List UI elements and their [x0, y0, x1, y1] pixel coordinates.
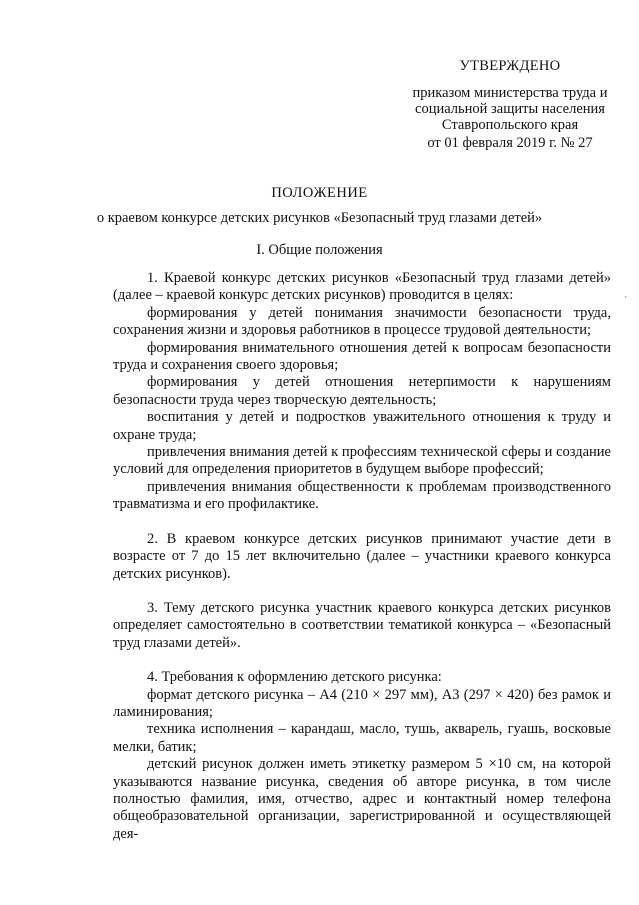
- paragraph-goal: воспитания у детей и подростков уважительного отношения к труду и охране труда;: [113, 409, 611, 443]
- scan-mark: ˊ: [624, 295, 627, 305]
- approval-heading: УТВЕРЖДЕНО: [459, 58, 561, 74]
- paragraph-item-2: 2. В краевом конкурсе детских рисунков принимают участие дети в возрасте от 7 до 15 лет включительно (далее – участники краевого конкурса детских рисунков).: [113, 530, 611, 582]
- section-title: I. Общие положения: [256, 242, 383, 258]
- paragraph-requirement: техника исполнения – карандаш, масло, тушь, акварель, гуашь, восковые мелки, батик;: [113, 721, 611, 755]
- document-title: ПОЛОЖЕНИЕ: [271, 185, 368, 201]
- paragraph-item-4: 4. Требования к оформлению детского рисунка:: [147, 669, 442, 686]
- paragraph-goal: формирования у детей отношения нетерпимости к нарушениям безопасности труда через творческую деятельность;: [113, 374, 611, 408]
- paragraph-goal: формирования внимательного отношения детей к вопросам безопасности труда и сохранения своего здоровья;: [113, 339, 611, 374]
- document-subtitle: о краевом конкурсе детских рисунков «Безопасный труд глазами детей»: [96, 210, 543, 226]
- document-body: [113, 270, 611, 843]
- paragraph-goal: привлечения внимания общественности к проблемам производственного травматизма и его профилактике.: [113, 478, 611, 513]
- paragraph-goal: формирования у детей понимания значимости безопасности труда, сохранения жизни и здоровья работников в процессе трудовой деятельности;: [113, 304, 611, 339]
- approval-order: [392, 85, 628, 133]
- paragraph-requirement: формат детского рисунка – А4 (210 × 297 мм), А3 (297 × 420) без рамок и ламинирования;: [113, 686, 611, 720]
- approval-date: от 01 февраля 2019 г. № 27: [427, 135, 593, 151]
- approval-order-line: социальной защиты населения: [415, 101, 605, 117]
- paragraph-goal: привлечения внимания детей к профессиям технической сферы и создание условий для определения приоритетов в будущем выборе профессий;: [113, 444, 611, 478]
- paragraph-item-1: 1. Краевой конкурс детских рисунков «Безопасный труд глазами детей» (далее – краевой конкурс детских рисунков) проводится в целях:: [113, 270, 611, 304]
- approval-order-line: Ставропольского края: [441, 117, 579, 133]
- paragraph-item-3: 3. Тему детского рисунка участник краевого конкурса детских рисунков определяет самостоятельно в соответствии тематикой конкурса – «Безопасный труд глазами детей».: [113, 599, 611, 651]
- paragraph-requirement: детский рисунок должен иметь этикетку размером 5 ×10 см, на которой указываются название рисунка, сведения об авторе рисунка, в том числе полностью фамилия, имя, отчество, адрес и контактный номер телефона общеобразовательной организации, зарегистрированной и осуществляющей дея-: [113, 756, 611, 842]
- approval-order-line: приказом министерства труда и: [412, 85, 608, 101]
